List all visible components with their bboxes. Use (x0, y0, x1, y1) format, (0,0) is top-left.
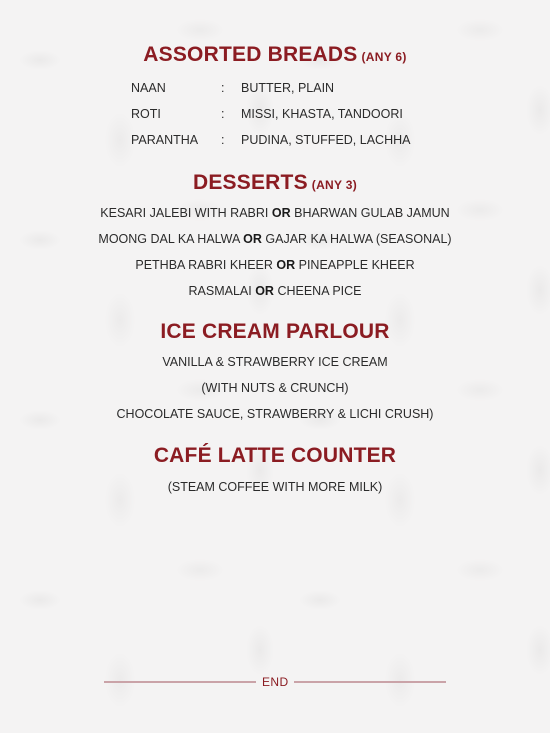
bread-name: PARANTHA (131, 133, 199, 147)
or-label: OR (255, 284, 274, 298)
bread-separator: : (221, 107, 225, 121)
breads-qty: (ANY 6) (361, 50, 407, 64)
dessert-option-b: GAJAR KA HALWA (SEASONAL) (265, 232, 452, 246)
dessert-option-a: PETHBA RABRI KHEER (135, 258, 273, 272)
dessert-option-b: BHARWAN GULAB JAMUN (294, 206, 450, 220)
dessert-option-b: CHEENA PICE (277, 284, 362, 298)
ice-cream-line: CHOCOLATE SAUCE, STRAWBERRY & LICHI CRUSH) (116, 407, 434, 421)
bread-separator: : (221, 81, 225, 95)
bread-name: NAAN (131, 81, 166, 95)
cafe-line: (STEAM COFFEE WITH MORE MILK) (167, 480, 383, 494)
or-label: OR (276, 258, 296, 272)
dessert-option-a: MOONG DAL KA HALWA (98, 232, 240, 246)
footer-rule-right (294, 681, 446, 683)
bread-separator: : (221, 133, 225, 147)
ice-cream-line: VANILLA & STRAWBERRY ICE CREAM (162, 355, 388, 369)
dessert-option-a: RASMALAI (188, 284, 252, 298)
cafe-heading: CAFÉ LATTE COUNTER (153, 444, 397, 467)
end-label: END (262, 675, 289, 689)
desserts-title: DESSERTS (192, 171, 308, 194)
dessert-item (0, 284, 550, 298)
bread-varieties: PUDINA, STUFFED, LACHHA (241, 133, 411, 147)
desserts-heading (0, 171, 550, 195)
footer-rule-left (104, 681, 256, 683)
ice-cream-line: (WITH NUTS & CRUNCH) (201, 381, 349, 395)
dessert-item (0, 258, 550, 272)
bread-varieties: BUTTER, PLAIN (241, 81, 335, 95)
or-label: OR (243, 232, 262, 246)
or-label: OR (271, 206, 291, 220)
dessert-option-a: KESARI JALEBI WITH RABRI (100, 206, 269, 220)
ice-cream-heading: ICE CREAM PARLOUR (160, 320, 390, 343)
dessert-item (0, 232, 550, 246)
dessert-option-b: PINEAPPLE KHEER (298, 258, 415, 272)
bread-name: ROTI (131, 107, 161, 121)
breads-title: ASSORTED BREADS (143, 43, 358, 66)
dessert-item (0, 206, 550, 220)
bread-varieties: MISSI, KHASTA, TANDOORI (241, 107, 403, 121)
breads-heading (0, 43, 550, 67)
desserts-qty: (ANY 3) (311, 178, 358, 192)
